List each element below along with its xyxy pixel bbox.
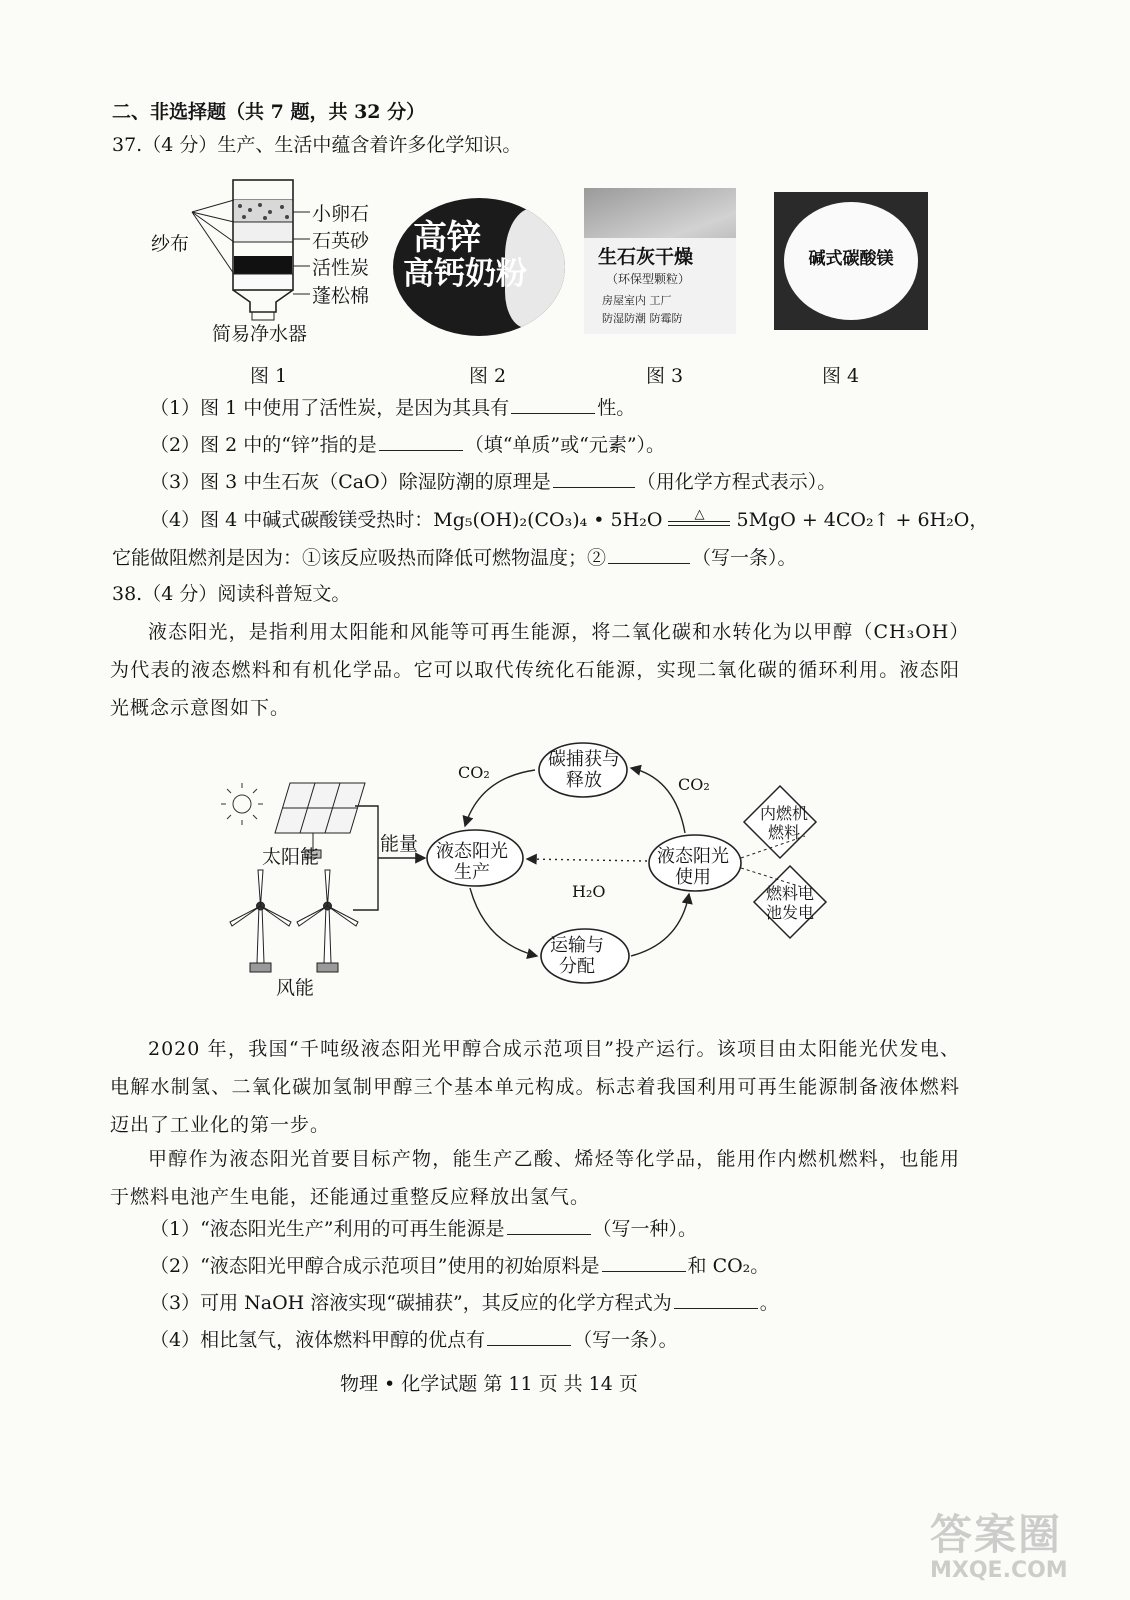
h2o-label: H₂O [572, 882, 606, 901]
q38-item-3: （3）可用 NaOH 溶液实现“碳捕获”，其反应的化学方程式为 。 [150, 1292, 779, 1314]
co2-right-label: CO₂ [678, 775, 710, 794]
layer-pebbles: 小卵石 [312, 203, 370, 225]
quicklime-bag-image [584, 188, 736, 334]
bag-text-3: 房屋室内 工厂 [602, 294, 672, 307]
q38-stem: 38.（4 分）阅读科普短文。 [112, 583, 351, 605]
answer-blank[interactable] [379, 432, 463, 451]
milk-text-2: 高钙奶粉 [403, 256, 527, 292]
fuel-cell-node: 燃料电 池发电 [766, 884, 815, 922]
energy-label: 能量 [380, 833, 419, 855]
q37-item-2: （2）图 2 中的“锌”指的是 （填“单质”或“元素”）。 [150, 434, 666, 456]
co2-left-label: CO₂ [458, 763, 490, 782]
solar-label: 太阳能 [262, 846, 320, 868]
equation-left: Mg₅(OH)₂(CO₃)₄ • 5H₂O [433, 509, 663, 531]
equation-right: 5MgO + 4CO₂↑ + 6H₂O， [736, 509, 989, 531]
layer-cotton: 蓬松棉 [312, 285, 370, 307]
purifier-caption: 简易净水器 [212, 323, 308, 345]
page-footer: 物理 • 化学试题 第 11 页 共 14 页 [340, 1373, 638, 1395]
heat-condition: △ [668, 517, 730, 526]
answer-blank[interactable] [602, 1253, 686, 1272]
usage-node: 液态阳光 使用 [657, 846, 729, 888]
bag-text-1: 生石灰干燥 [598, 246, 694, 268]
fig1-label: 图 1 [250, 365, 288, 387]
q37-item-1: （1）图 1 中使用了活性炭，是因为其具有 性。 [150, 397, 636, 419]
layer-activated-carbon: 活性炭 [312, 257, 370, 279]
q38-paragraph-3: 甲醇作为液态阳光首要目标产物，能生产乙酸、烯烃等化学品，能用作内燃机燃料，也能用于燃料电池产生电能，还能通过重整反应释放出氢气。 [110, 1148, 960, 1208]
bag-text-2: （环保型颗粒） [606, 272, 691, 286]
mgco3-label: 碱式碳酸镁 [808, 249, 894, 269]
q37-item-3: （3）图 3 中生石灰（CaO）除湿防潮的原理是 （用化学方程式表示）。 [150, 471, 837, 493]
wind-turbine-icon [230, 870, 291, 972]
answer-blank[interactable] [511, 395, 595, 414]
fig2-label: 图 2 [469, 365, 507, 387]
production-node: 液态阳光 生产 [436, 841, 508, 883]
magnesium-carbonate-image [774, 192, 928, 330]
capture-node: 碳捕获与 释放 [548, 749, 620, 791]
bag-text-4: 防湿防潮 防霉防 [602, 312, 683, 325]
layer-quartz-sand: 石英砂 [312, 230, 370, 252]
watermark-logo: 答案圈 MXQE.COM [930, 1510, 1068, 1583]
q37-item-4-cont: 它能做阻燃剂是因为：①该反应吸热而降低可燃物温度；② （写一条）。 [112, 547, 797, 569]
q38-item-1: （1）“液态阳光生产”利用的可再生能源是 （写一种）。 [150, 1218, 698, 1240]
q38-paragraph-1: 液态阳光，是指利用太阳能和风能等可再生能源，将二氧化碳和水转化为以甲醇（CH₃OH）为代表的液态燃料和有机化学品。它可以取代传统化石能源，实现二氧化碳的循环利用。液态阳光概念示意图如下。 [110, 621, 960, 719]
wind-turbine-icon [297, 870, 358, 972]
q38-item-4: （4）相比氢气，液体燃料甲醇的优点有 （写一条）。 [150, 1329, 678, 1351]
transport-node: 运输与 分配 [550, 935, 604, 977]
section-title: 二、非选择题（共 7 题，共 32 分） [112, 101, 426, 123]
q37-stem: 37.（4 分）生产、生活中蕴含着许多化学知识。 [112, 134, 522, 156]
answer-blank[interactable] [487, 1327, 571, 1346]
milk-text-1: 高锌 [413, 218, 481, 258]
fig3-label: 图 3 [646, 365, 684, 387]
fig4-label: 图 4 [822, 365, 860, 387]
liquid-sunshine-diagram [215, 738, 855, 1000]
q37-item-4: （4）图 4 中碱式碳酸镁受热时：Mg₅(OH)₂(CO₃)₄ • 5H₂O △ 5MgO + 4CO₂↑ + 6H₂O， [150, 507, 989, 531]
q38-item-2: （2）“液态阳光甲醇合成示范项目”使用的初始原料是 和 CO₂。 [150, 1255, 770, 1277]
answer-blank[interactable] [674, 1290, 758, 1309]
sun-icon [221, 783, 263, 825]
engine-fuel-node: 内燃机 燃料 [760, 804, 809, 842]
gauze-label: 纱布 [151, 233, 190, 255]
milk-powder-image [393, 198, 565, 336]
wind-label: 风能 [276, 977, 315, 999]
answer-blank[interactable] [608, 545, 690, 564]
q38-paragraph-2: 2020 年，我国“千吨级液态阳光甲醇合成示范项目”投产运行。该项目由太阳能光伏发电、电解水制氢、二氧化碳加氢制甲醇三个基本单元构成。标志着我国利用可再生能源制备液体燃料迈出了工业化的第一步。 [110, 1038, 960, 1136]
answer-blank[interactable] [507, 1216, 591, 1235]
answer-blank[interactable] [553, 469, 635, 488]
